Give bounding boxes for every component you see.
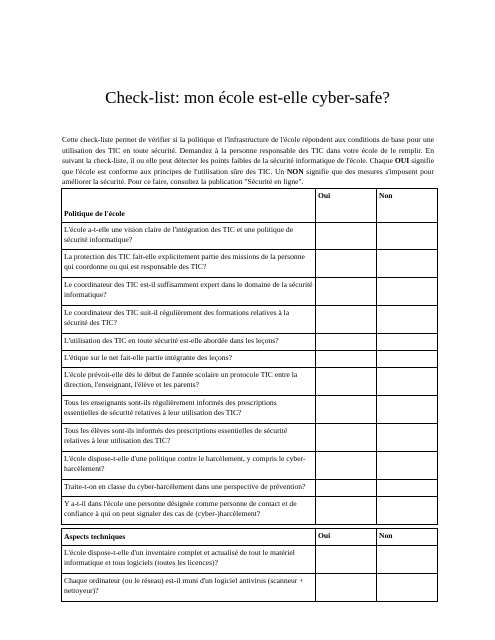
question-row [62,424,438,452]
question-text: L'école dispose-t-elle d'un inventaire complet et actualisé de tout le matériel informatique et tous logiciels (toutes les licences)? [62,546,316,574]
oui-answer-cell[interactable] [316,574,377,602]
non-answer-cell[interactable] [377,497,438,525]
oui-answer-cell[interactable] [316,424,377,452]
oui-answer-cell[interactable] [316,306,377,334]
non-answer-cell[interactable] [377,223,438,250]
non-column-header: Non [377,529,438,546]
oui-answer-cell[interactable] [316,368,377,396]
question-text: L'école dispose-t-elle d'une politique contre le harcèlement, y compris le cyber-harcèlement? [62,452,316,480]
question-row [62,497,438,525]
question-row [62,223,438,250]
question-text: L'école prévoit-elle dès le début de l'année scolaire un protocole TIC entre la direction, l'enseignant, l'élève et les parents? [62,368,316,396]
oui-column-header: Oui [316,189,377,223]
page-title: Check-list: mon école est-elle cyber-safe? [105,88,390,107]
oui-answer-cell[interactable] [316,351,377,368]
question-row [62,278,438,306]
question-row [62,351,438,368]
intro-text-1: Cette check-liste permet de vérifier si la politique et l'infrastructure de l'école répondent aux conditions de base pour une utilisation des TIC en toute sécurité. Demandez à la personne responsable des TIC dans votre école de le remplir. En suivant la check-liste, il ou elle peut détecter les points faibles de la sécurité informatique de l'école. Chaque [62,135,434,166]
question-text: Le coordinateur des TIC est-il suffisamment expert dans le domaine de la sécurité informatique? [62,278,316,306]
intro-non: NON [286,166,304,176]
question-text: Tous les enseignants sont-ils régulièrement informés des prescriptions essentielles de sécurité relatives à leur utilisation des TIC? [62,396,316,424]
section-heading: Aspects techniques [62,529,316,546]
oui-answer-cell[interactable] [316,452,377,480]
question-text: L'étique sur le net fait-elle partie intégrante des leçons? [62,351,316,368]
question-row [62,480,438,497]
section-header-row [62,529,438,546]
question-text: Y a-t-il dans l'école une personne désignée comme personne de contact et de confiance à qui on peut signaler des cas de (cyber-)harcèlement? [62,497,316,525]
non-answer-cell[interactable] [377,250,438,278]
non-answer-cell[interactable] [377,574,438,602]
non-answer-cell[interactable] [377,368,438,396]
non-answer-cell[interactable] [377,452,438,480]
non-answer-cell[interactable] [377,306,438,334]
non-answer-cell[interactable] [377,546,438,574]
intro-text-3: signifie que des mesures s'imposent pour améliorer la sécurité. Pour ce faire, consultez la publication "Sécurité en ligne". [62,166,434,187]
oui-answer-cell[interactable] [316,396,377,424]
oui-answer-cell[interactable] [316,334,377,351]
question-text: L'école a-t-elle une vision claire de l'intégration des TIC et une politique de sécurité informatique? [62,223,316,250]
section-heading: Politique de l'école [62,189,316,223]
question-text: Traite-t-on en classe du cyber-harcèlement dans une perspective de prévention? [62,480,316,497]
question-row [62,546,438,574]
oui-answer-cell[interactable] [316,480,377,497]
non-column-header: Non [377,189,438,223]
oui-answer-cell[interactable] [316,546,377,574]
non-answer-cell[interactable] [377,424,438,452]
question-text: La protection des TIC fait-elle explicitement partie des missions de la personne qui coordonne ou qui est responsable des TIC? [62,250,316,278]
question-row [62,250,438,278]
oui-answer-cell[interactable] [316,497,377,525]
checklist-table-technical-aspects [61,528,438,602]
question-row [62,574,438,602]
non-answer-cell[interactable] [377,334,438,351]
question-row [62,368,438,396]
oui-answer-cell[interactable] [316,278,377,306]
section-header-row [62,189,438,223]
oui-answer-cell[interactable] [316,250,377,278]
oui-column-header: Oui [316,529,377,546]
question-row [62,396,438,424]
question-text: L'utilisation des TIC en toute sécurité est-elle abordée dans les leçons? [62,334,316,351]
intro-oui: OUI [394,156,410,166]
intro-paragraph [62,135,434,188]
non-answer-cell[interactable] [377,278,438,306]
non-answer-cell[interactable] [377,396,438,424]
question-text: Chaque ordinateur (ou le réseau) est-il muni d'un logiciel antivirus (scanneur + nettoyeur)? [62,574,316,602]
question-text: Le coordinateur des TIC suit-il régulièrement des formations relatives à la sécurité des TIC? [62,306,316,334]
question-row [62,334,438,351]
question-row [62,306,438,334]
non-answer-cell[interactable] [377,480,438,497]
question-text: Tous les élèves sont-ils informés des prescriptions essentielles de sécurité relatives à leur utilisation des TIC? [62,424,316,452]
non-answer-cell[interactable] [377,351,438,368]
intro-text-2: signifie que l'école est conforme aux principes de l'utilisation sûre des TIC. Un [62,156,434,176]
oui-answer-cell[interactable] [316,223,377,250]
checklist-table-school-policy [61,188,438,525]
question-row [62,452,438,480]
